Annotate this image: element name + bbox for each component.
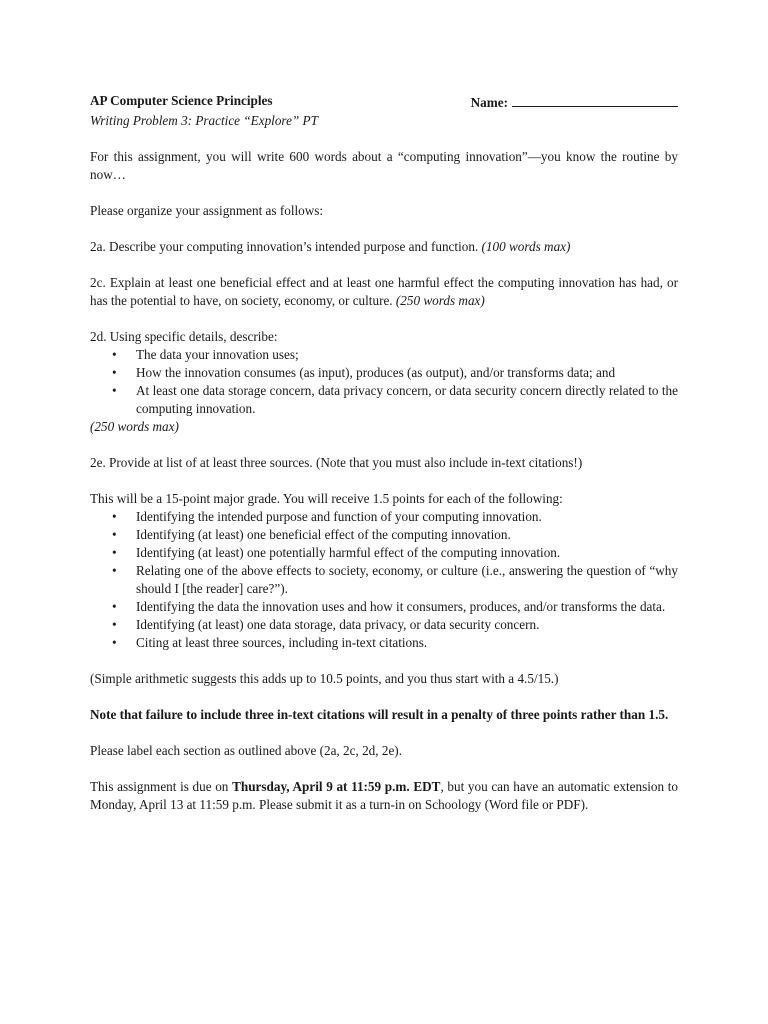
- bullet-icon: •: [112, 545, 117, 560]
- list-item: • Citing at least three sources, including in-text citations.: [112, 635, 428, 650]
- intro-paragraph: For this assignment, you will write 600 words about a “computing innovation”—you know the routine by now…: [90, 149, 678, 182]
- bullet-icon: •: [112, 527, 117, 542]
- section-2d-limit: (250 words max): [90, 419, 179, 434]
- bullet-icon: •: [112, 365, 117, 380]
- organize-paragraph: Please organize your assignment as follows:: [90, 203, 324, 218]
- due-paragraph: [90, 778, 678, 814]
- section-2d-list: [90, 346, 678, 418]
- list-item: • Identifying (at least) one data storage, data privacy, or data security concern.: [112, 617, 540, 632]
- name-blank-line: [512, 92, 678, 107]
- section-2a-text: 2a. Describe your computing innovation’s intended purpose and function.: [90, 239, 479, 254]
- list-item: • At least one data storage concern, data privacy concern, or data security concern directly related to the computing innovation.: [112, 383, 678, 416]
- grading-list: [90, 508, 678, 652]
- label-note: Please label each section as outlined above (2a, 2c, 2d, 2e).: [90, 743, 402, 758]
- grading-intro: This will be a 15-point major grade. You will receive 1.5 points for each of the following:: [90, 491, 563, 506]
- list-item: • Relating one of the above effects to society, economy, or culture (i.e., answering the question of “why should I [the reader] care?”).: [112, 563, 678, 596]
- arithmetic-note: (Simple arithmetic suggests this adds up to 10.5 points, and you thus start with a 4.5/15.): [90, 671, 559, 686]
- name-field: [471, 92, 678, 112]
- section-2a: [90, 238, 678, 256]
- section-2c: [90, 274, 678, 310]
- section-2a-limit: (100 words max): [481, 239, 571, 254]
- due-date: Thursday, April 9 at 11:59 p.m. EDT: [232, 779, 441, 794]
- course-title: AP Computer Science Principles: [90, 93, 273, 108]
- bullet-icon: •: [112, 635, 117, 650]
- list-item: • Identifying (at least) one potentially harmful effect of the computing innovation.: [112, 545, 561, 560]
- list-item: • Identifying (at least) one beneficial effect of the computing innovation.: [112, 527, 511, 542]
- name-label: Name:: [470, 95, 508, 110]
- header-row: [90, 92, 678, 112]
- section-2d-text: 2d. Using specific details, describe:: [90, 329, 278, 344]
- due-suffix: , but you can have an automatic extension to Monday, April 13 at 11:59 p.m. Please submit it as a turn-in on Schoology (Word file or PDF).: [90, 779, 679, 812]
- bullet-icon: •: [112, 509, 117, 524]
- due-prefix: This assignment is due on: [90, 779, 229, 794]
- list-item: • Identifying the data the innovation uses and how it consumers, produces, and/or transforms the data.: [112, 599, 666, 614]
- penalty-note: Note that failure to include three in-text citations will result in a penalty of three points rather than 1.5.: [90, 707, 669, 722]
- bullet-icon: •: [112, 599, 117, 614]
- list-item: • Identifying the intended purpose and function of your computing innovation.: [112, 509, 542, 524]
- list-item: • How the innovation consumes (as input), produces (as output), and/or transforms data; and: [112, 365, 616, 380]
- bullet-icon: •: [112, 563, 117, 578]
- bullet-icon: •: [112, 617, 117, 632]
- section-2c-limit: (250 words max): [395, 293, 485, 308]
- document-page: [90, 92, 678, 814]
- assignment-subtitle: Writing Problem 3: Practice “Explore” PT: [90, 113, 318, 128]
- bullet-icon: •: [112, 347, 117, 362]
- list-item: • The data your innovation uses;: [112, 347, 299, 362]
- section-2c-text: 2c. Explain at least one beneficial effect and at least one harmful effect the computing innovation has had, or has the potential to have, on society, economy, or culture.: [90, 275, 678, 308]
- bullet-icon: •: [112, 383, 117, 398]
- section-2e-text: 2e. Provide at list of at least three sources. (Note that you must also include in-text citations!): [90, 455, 583, 470]
